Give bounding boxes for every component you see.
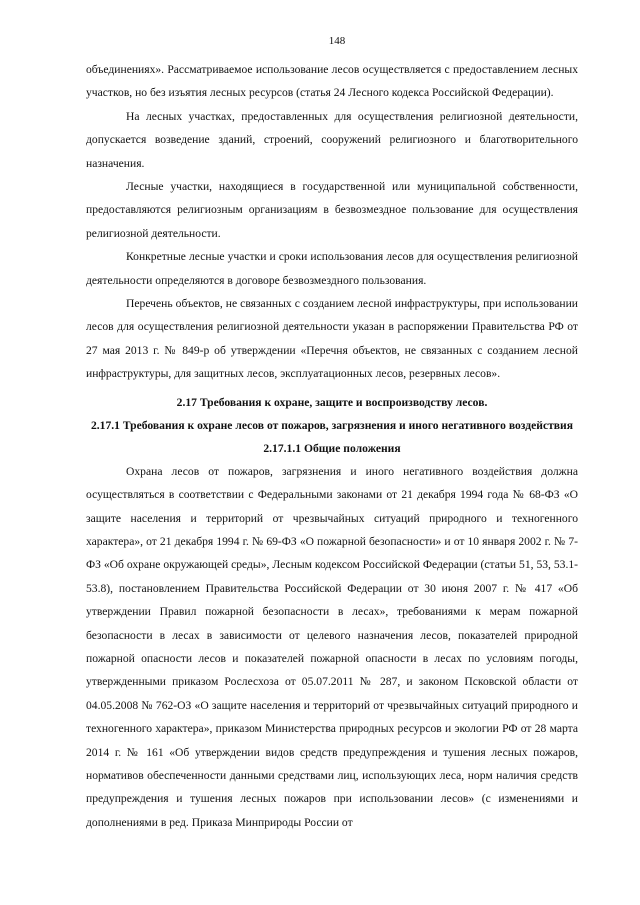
body-top [86, 58, 578, 386]
paragraph: Конкретные лесные участки и сроки использования лесов для осуществления религиозной деятельности определяются в договоре безвозмездного пользования. [86, 250, 578, 287]
paragraph: Лесные участки, находящиеся в государственной или муниципальной собственности, предоставляются религиозным организациям в безвозмездное пользование для осуществления религиозной деятельности. [86, 180, 578, 240]
subsection-heading: 2.17.1 Требования к охране лесов от пожаров, загрязнения и иного негативного воздействия [90, 418, 574, 432]
paragraph: Охрана лесов от пожаров, загрязнения и иного негативного воздействия должна осуществляться в соответствии с Федеральными законами от 21 декабря 1994 года № 68-ФЗ «О защите населения и территорий от чрезвычайных ситуаций природного и техногенного характера», от 21 декабря 1994 г. № 69-ФЗ «О пожарной безопасности» и от 10 января 2002 г. № 7-ФЗ «Об охране окружающей среды», Лесным кодексом Российской Федерации (статьи 51, 53, 53.1-53.8), постановлением Правительства Российской Федерации от 30 июня 2007 г. № 417 «Об утверждении Правил пожарной безопасности в лесах», требованиями к мерам пожарной безопасности в лесах в зависимости от целевого назначения лесов, показателей природной пожарной опасности лесов и показателей пожарной опасности в лесах по условиям погоды, утвержденными приказом Рослесхоза от 05.07.2011 № 287, и законом Псковской области от 04.05.2008 № 762-ОЗ «О защите населения и территорий от чрезвычайных ситуаций природного и техногенного характера», приказом Министерства природных ресурсов и экологии РФ от 28 марта 2014 г. № 161 «Об утверждении видов средств предупреждения и тушения лесных пожаров, нормативов обеспеченности данными средствами лиц, использующих леса, норм наличия средств предупреждения и тушения лесных пожаров при использовании лесов» (с изменениями и дополнениями в ред. Приказа Минприроды России от [86, 464, 578, 829]
paragraph: объединениях». Рассматриваемое использование лесов осуществляется с предоставлением лесных участков, но без изъятия лесных ресурсов (статья 24 Лесного кодекса Российской Федерации). [86, 63, 578, 100]
paragraph: Перечень объектов, не связанных с созданием лесной инфраструктуры, при использовании лесов для осуществления религиозной деятельности указан в распоряжении Правительства РФ от 27 мая 2013 г. № 849-р об утверждении «Перечня объектов, не связанных с созданием лесной инфраструктуры, для защитных лесов, эксплуатационных лесов, резервных лесов». [86, 297, 578, 381]
section-heading: 2.17 Требования к охране, защите и воспроизводству лесов. [176, 395, 488, 409]
subsubsection-heading: 2.17.1.1 Общие положения [263, 441, 401, 455]
page-number: 148 [328, 35, 346, 47]
paragraph: На лесных участках, предоставленных для осуществления религиозной деятельности, допускается возведение зданий, строений, сооружений религиозного и благотворительного назначения. [86, 109, 578, 170]
